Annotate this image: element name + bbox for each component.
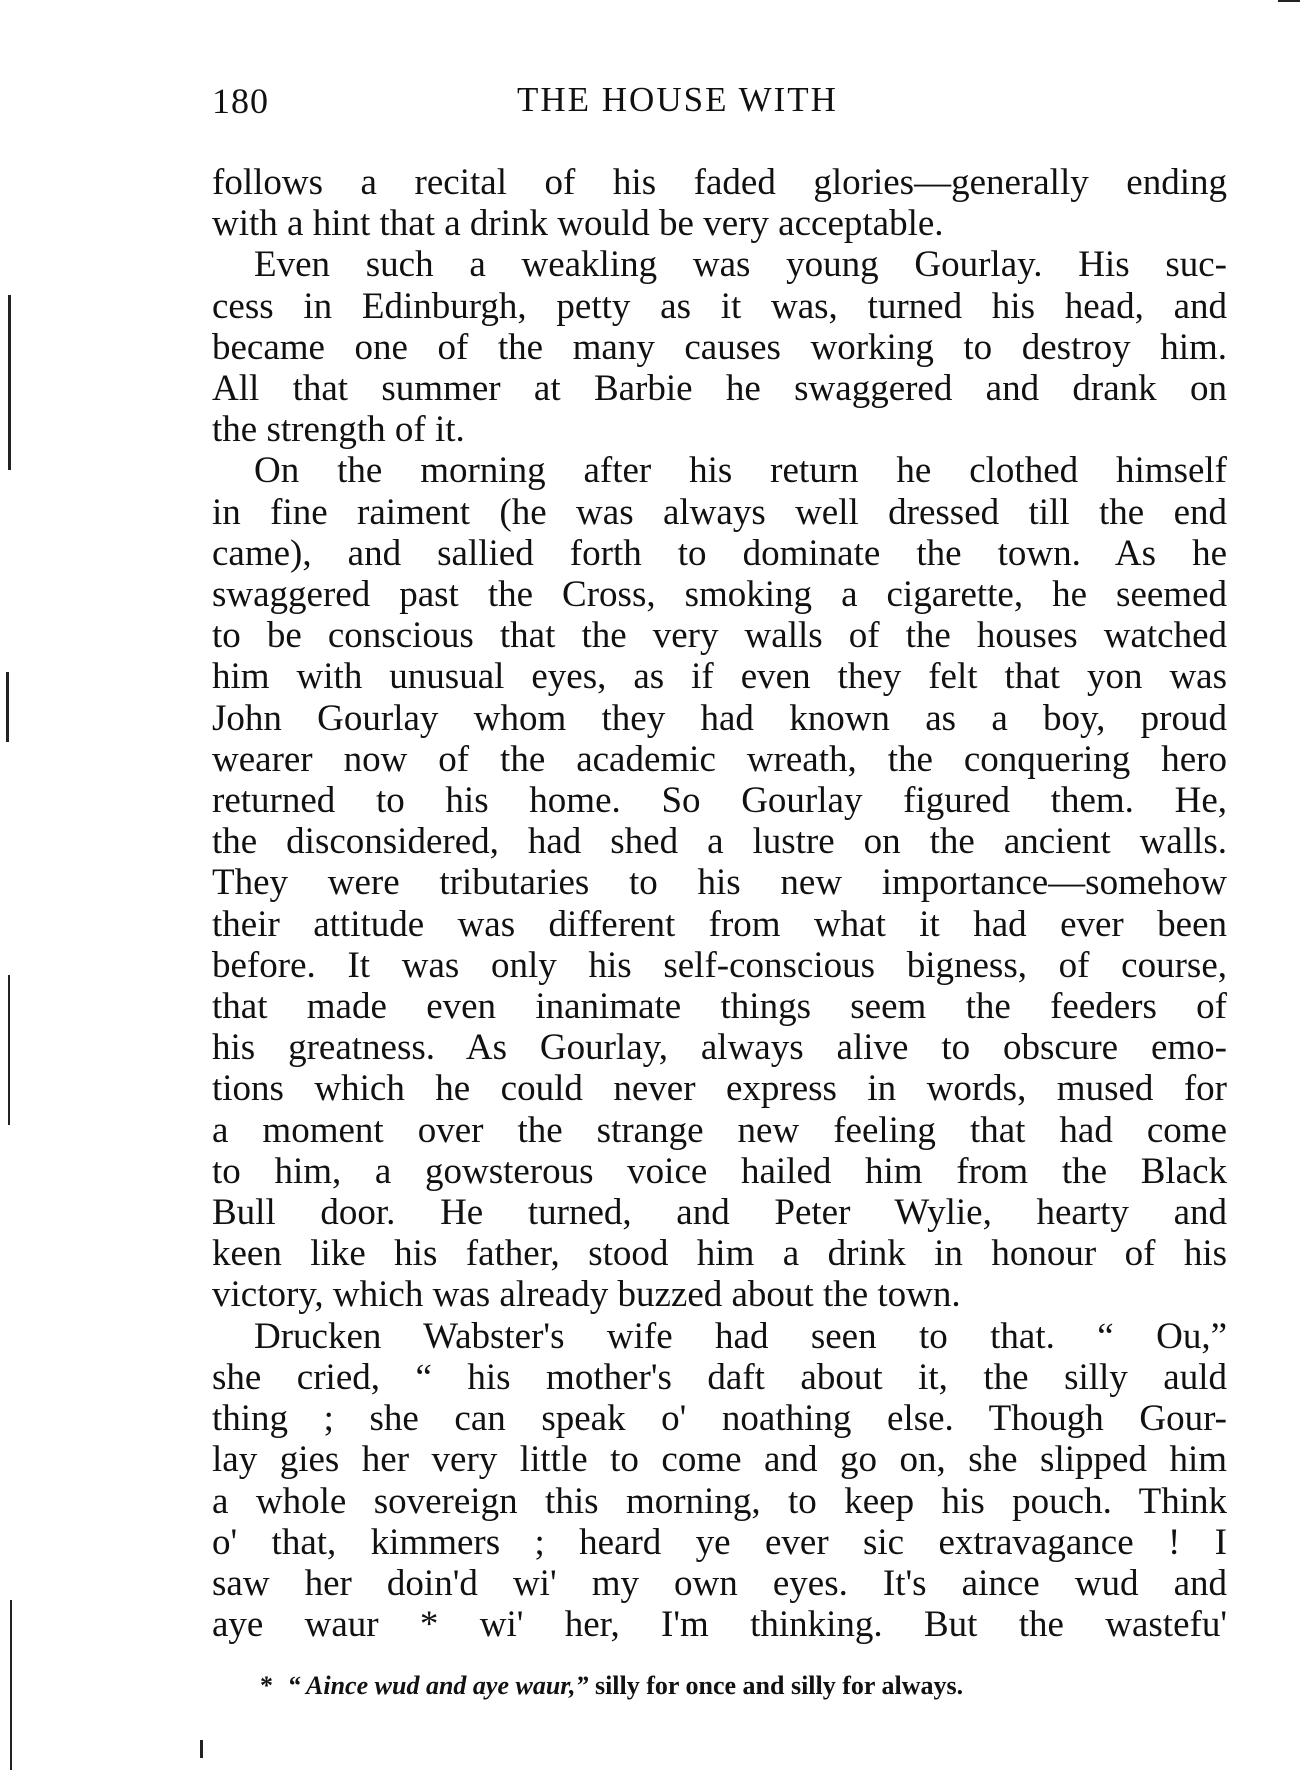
text-line: swaggered past the Cross, smoking a cigarette, he seemed [212,574,1227,616]
text-line: the strength of it. [212,409,465,451]
text-line: cess in Edinburgh, petty as it was, turned his head, and [212,285,1227,327]
footnote-gloss: silly for once and silly for always. [594,1671,964,1700]
text-line: lay gies her very little to come and go on, she slipped him [212,1439,1227,1481]
footnote-marker: * [260,1671,273,1700]
text-line: On the morning after his return he clothed himself [254,450,1227,492]
text-line: him with unusual eyes, as if even they felt that yon was [212,656,1227,698]
page-number: 180 [212,81,269,121]
text-line: the disconsidered, had shed a lustre on the ancient walls. [212,821,1227,863]
text-line: a moment over the strange new feeling that had come [212,1109,1227,1151]
paragraph [212,1316,1227,1646]
text-line: victory, which was already buzzed about the town. [212,1274,961,1316]
text-line: tions which he could never express in words, mused for [212,1068,1227,1110]
page-header [212,80,1232,130]
scan-artifact [8,295,11,470]
text-line: Even such a weakling was young Gourlay. His suc- [254,244,1227,286]
text-line: to be conscious that the very walls of the houses watched [212,615,1227,657]
text-line: thing ; she can speak o' noathing else. Though Gour- [212,1398,1227,1440]
text-line: to him, a gowsterous voice hailed him from the Black [212,1150,1227,1192]
text-line: o' that, kimmers ; heard ye ever sic extravagance ! I [212,1521,1227,1563]
text-line: Bull door. He turned, and Peter Wylie, hearty and [212,1192,1227,1234]
paragraph [212,244,1227,450]
text-line: that made even inanimate things seem the feeders of [212,986,1227,1028]
text-line: his greatness. As Gourlay, always alive to obscure emo- [212,1027,1227,1069]
text-line: with a hint that a drink would be very acceptable. [212,203,944,245]
scan-artifact [200,1740,203,1758]
text-line: returned to his home. So Gourlay figured them. He, [212,780,1227,822]
paragraph [212,450,1227,1315]
footnote-quote: “ Aince wud and aye waur,” [287,1671,589,1700]
text-line: wearer now of the academic wreath, the conquering hero [212,738,1227,780]
scan-artifact [6,672,9,742]
text-line: came), and sallied forth to dominate the town. As he [212,532,1227,574]
text-line: in fine raiment (he was always well dressed till the end [212,491,1227,533]
text-line: All that summer at Barbie he swaggered and drank on [212,368,1227,410]
text-line: she cried, “ his mother's daft about it, the silly auld [212,1356,1227,1398]
text-line: They were tributaries to his new importance—somehow [212,862,1227,904]
text-line: a whole sovereign this morning, to keep his pouch. Think [212,1480,1227,1522]
text-line: John Gourlay whom they had known as a boy, proud [212,697,1227,739]
text-line: keen like his father, stood him a drink in honour of his [212,1233,1227,1275]
scan-artifact [1278,0,1300,2]
text-line: their attitude was different from what it had ever been [212,903,1227,945]
text-line: follows a recital of his faded glories—generally ending [212,162,1227,203]
body-text [212,162,1227,1645]
running-head: THE HOUSE WITH [517,80,838,119]
text-line: became one of the many causes working to destroy him. [212,326,1227,368]
text-line: Drucken Wabster's wife had seen to that. “ Ou,” [254,1315,1227,1357]
text-line: before. It was only his self-conscious bigness, of course, [212,944,1227,986]
paragraph [212,162,1227,244]
text-line: saw her doin'd wi' my own eyes. It's aince wud and [212,1562,1227,1604]
scan-artifact [10,1600,12,1770]
footnote [260,1671,1200,1701]
text-line: aye waur * wi' her, I'm thinking. But the wastefu' [212,1604,1227,1646]
scan-artifact [8,975,10,1125]
